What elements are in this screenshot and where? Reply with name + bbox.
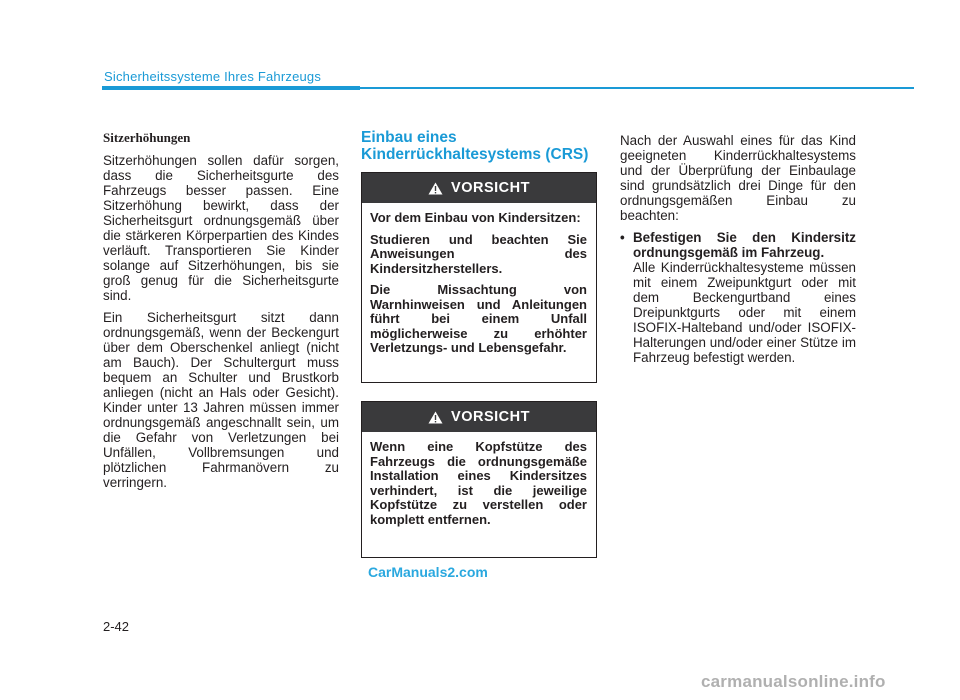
section-title: Einbau eines Kinderrückhaltesystems (CRS) bbox=[361, 129, 589, 163]
caution-box bbox=[361, 401, 597, 558]
caution-header bbox=[362, 402, 596, 432]
page-number: 2-42 bbox=[103, 619, 130, 634]
watermark: CarManuals2.com bbox=[368, 564, 488, 580]
caution-box bbox=[361, 172, 597, 383]
paragraph: Ein Sicherheitsgurt sitzt dann ordnungsgemäß, wenn der Beckengurt über dem Oberschenkel anliegt (nicht am Bauch). Der Schultergurt muss bequem an Schulter und Brustkorb anliegen (nicht an Hals oder Gesicht). Kinder unter 13 Jahren müssen immer ordnungsgemäß angeschnallt sein, um die Gefahr von Verletzungen bei Unfällen, Vollbremsungen und plötzlichen Fahrmanövern zu verringern. bbox=[103, 310, 339, 490]
caution-line: Studieren und beachten Sie Anweisungen des Kindersitzherstellers. bbox=[370, 231, 587, 276]
header-rule-accent bbox=[102, 86, 360, 90]
column-right bbox=[620, 133, 856, 365]
header-title: Sicherheitssysteme Ihres Fahrzeugs bbox=[104, 69, 322, 84]
bullet-item bbox=[620, 230, 856, 365]
warning-triangle-icon bbox=[428, 182, 443, 195]
caution-text: Wenn eine Kopfstütze des Fahrzeugs die ordnungsgemäße Installation eines Kindersitzes verhindert, ist die jeweilige Kopfstütze zu verstellen oder komplett entfernen. bbox=[370, 439, 587, 527]
caution-line: Vor dem Einbau von Kindersitzen: bbox=[370, 210, 581, 225]
intro-paragraph: Nach der Auswahl eines für das Kind geeigneten Kinderrückhaltesystems und der Überprüfung der Einbaulage sind grundsätzlich drei Dinge für den ordnungsgemäßen Einbau zu beachten: bbox=[620, 133, 856, 223]
bullet-heading: Befestigen Sie den Kindersitz ordnungsgemäß im Fahrzeug. bbox=[633, 230, 856, 260]
warning-triangle-icon bbox=[428, 411, 443, 424]
caution-body bbox=[362, 432, 596, 535]
caution-label: VORSICHT bbox=[451, 180, 530, 196]
paragraph: Sitzerhöhungen sollen dafür sorgen, dass die Sicherheitsgurte des Fahrzeugs besser passen. Eine Sitzerhöhung bewirkt, dass der Sicherheitsgurt ordnungsgemäß über die stärkeren Körperpartien des Kindes verläuft. Transportieren Sie Kinder solange auf Sitzerhöhungen, bis sie groß genug für die Sicherheitsgurte sind. bbox=[103, 153, 339, 303]
caution-line: Die Missachtung von Warnhinweisen und Anleitungen führt bei einem Unfall möglicherweise zu erhöhter Verletzungs- und Lebensgefahr. bbox=[370, 282, 587, 355]
column-left bbox=[103, 128, 339, 497]
sub-heading: Sitzerhöhungen bbox=[103, 130, 191, 145]
caution-body bbox=[362, 203, 596, 364]
bullet-list bbox=[620, 230, 856, 365]
bullet-text: Alle Kinderrückhaltesysteme müssen mit einem Zweipunktgurt oder mit dem Beckengurtband eines Dreipunktgurts oder mit einem ISOFIX-Halteband und/oder ISOFIX-Halterungen und/oder einer Stütze im Fahrzeug befestigt werden. bbox=[633, 260, 856, 365]
bullet-dot: • bbox=[620, 230, 625, 245]
caution-header bbox=[362, 173, 596, 203]
caution-label: VORSICHT bbox=[451, 409, 530, 425]
footer-watermark: carmanualsonline.info bbox=[701, 672, 886, 691]
